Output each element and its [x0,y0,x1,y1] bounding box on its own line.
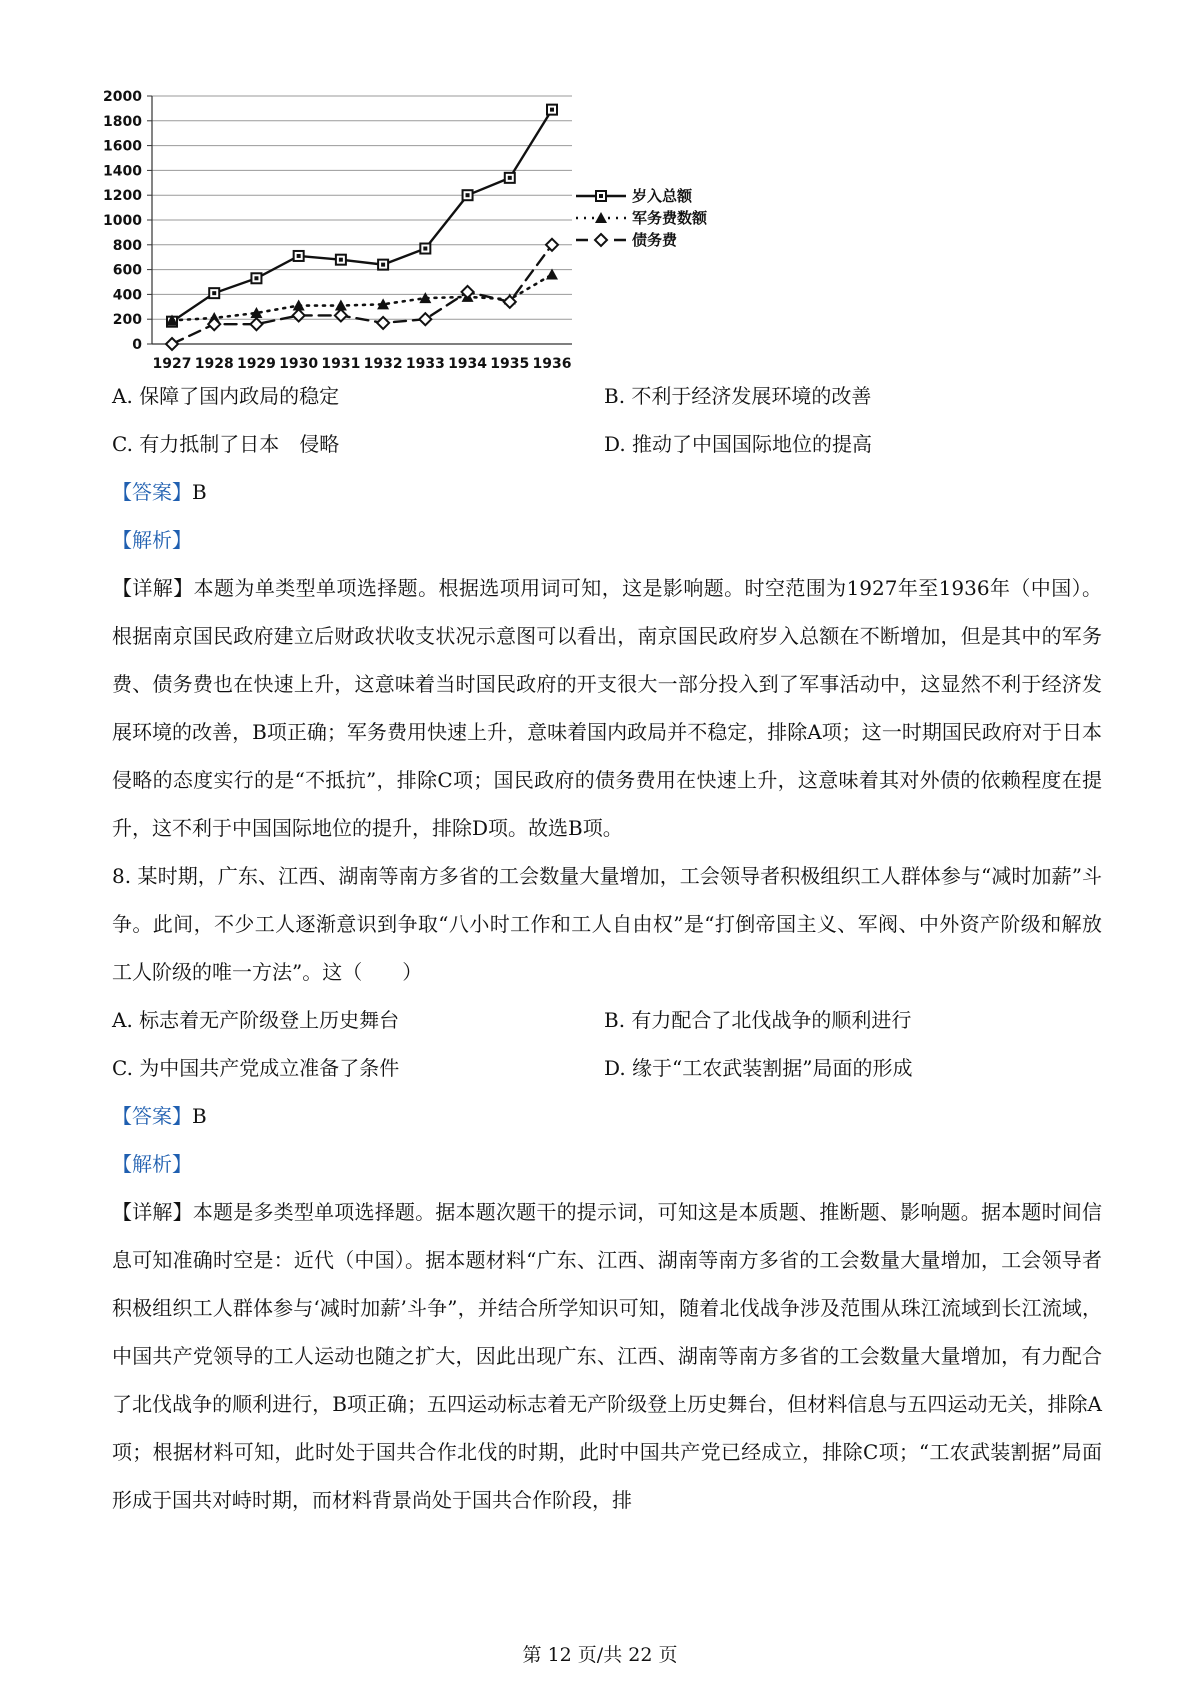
legend-swatch-marker [595,234,607,246]
y-tick-label: 200 [112,312,142,329]
q7-detail [112,564,1102,852]
legend-swatch-marker [595,212,607,223]
q7-analysis-label: 【解析】 [112,528,192,552]
series-3-point [166,338,178,350]
series-3-point [462,286,474,298]
series-1-point [294,251,304,261]
q7-option-c: C. 有力抵制了日本 侵略 [112,432,340,456]
series-1-point [505,173,515,183]
series-3-point [419,313,431,325]
q8-option-a: A. 标志着无产阶级登上历史舞台 [112,1008,400,1032]
y-tick-label: 1800 [103,113,142,130]
legend-label: 债务费 [632,231,678,249]
y-tick-label: 1000 [103,213,142,229]
q8-detail [112,1188,1102,1524]
x-tick-label: 1933 [405,356,445,372]
x-tick-label: 1929 [236,356,276,372]
q8-option-b: B. 有力配合了北伐战争的顺利进行 [604,1008,912,1032]
legend-swatch-marker [596,191,606,201]
y-tick-label: 1600 [103,138,142,155]
y-tick-label: 1400 [103,163,142,180]
q7-detail-label: 【详解】 [112,576,194,600]
y-axis-ticks [103,89,142,353]
q8-stem: 8. 某时期，广东、江西、湖南等南方多省的工会数量大量增加，工会领导者积极组织工人群体参与“减时加薪”斗争。此间，不少工人逐渐意识到争取“八小时工作和工人自由权”是“打倒帝国主义、军阀、中外资产阶级和解放工人阶级的唯一方法”。这（ ） [112,864,1102,984]
series-1-point [463,190,473,200]
finance-line-chart [96,80,736,410]
legend-label: 军务费数额 [632,209,708,227]
page-footer: 第 12 页/共 22 页 [522,1644,678,1666]
x-tick-label: 1936 [532,356,572,372]
x-axis-ticks [153,356,572,372]
chart-legend [576,187,708,249]
question-7-options [112,372,1102,1524]
x-tick-label: 1928 [194,356,234,372]
x-tick-label: 1931 [321,356,361,372]
series-1-point [378,260,388,270]
q7-answer-value: B [192,480,207,504]
q7-detail-text: 本题为单类型单项选择题。根据选项用词可知，这是影响题。时空范围为1927年至1936年（中国）。根据南京国民政府建立后财政状收支状况示意图可以看出，南京国民政府岁入总额在不断增加，但是其中的军务费、债务费也在快速上升，这意味着当时国民政府的开支很大一部分投入到了军事活动中，这显然不利于经济发展环境的改善，B项正确；军务费用快速上升，意味着国内政局并不稳定，排除A项；这一时期国民政府对于日本侵略的态度实行的是“不抵抗”，排除C项；国民政府的债务费用在快速上升，这意味着其对外债的依赖程度在提升，这不利于中国国际地位的提升，排除D项。故选B项。 [112,576,1103,840]
q8-analysis-label: 【解析】 [112,1152,192,1176]
x-tick-label: 1934 [448,356,488,372]
series-1-point [336,255,346,265]
q8-analysis [112,1140,1102,1188]
series-1-point [251,273,261,283]
q7-option-d: D. 推动了中国国际地位的提高 [604,432,873,456]
series-1-point [420,244,430,254]
q8-answer-value: B [192,1104,207,1128]
series-1-point [547,105,557,115]
q7-option-a: A. 保障了国内政局的稳定 [112,384,340,408]
x-tick-label: 1930 [279,356,319,372]
y-tick-label: 1200 [103,188,142,205]
series-3-point [250,318,262,330]
chart-series [166,105,558,350]
legend-label: 岁入总额 [632,187,693,205]
y-tick-label: 2000 [103,89,142,105]
q8-answer [112,1092,1102,1140]
q8-answer-label: 【答案】 [112,1104,192,1128]
q7-analysis [112,516,1102,564]
series-2-point [546,269,558,280]
y-tick-label: 0 [132,337,142,353]
q7-option-b: B. 不利于经济发展环境的改善 [604,384,872,408]
q8-option-c: C. 为中国共产党成立准备了条件 [112,1056,400,1080]
y-tick-label: 600 [112,262,142,279]
q8-detail-label: 【详解】 [112,1200,193,1224]
q7-answer-label: 【答案】 [112,480,192,504]
q8-option-d: D. 缘于“工农武装割据”局面的形成 [604,1056,913,1080]
series-line-1 [172,110,552,322]
x-tick-label: 1932 [363,356,403,372]
x-tick-label: 1927 [152,356,192,372]
x-tick-label: 1935 [490,356,530,372]
series-line-2 [172,275,552,321]
series-1-point [209,288,219,298]
q8-detail-text: 本题是多类型单项选择题。据本题次题干的提示词，可知这是本质题、推断题、影响题。据本题时间信息可知准确时空是：近代（中国）。据本题材料“广东、江西、湖南等南方多省的工会数量大量增加，工会领导者积极组织工人群体参与‘减时加薪’斗争”，并结合所学知识可知，随着北伐战争涉及范围从珠江流域到长江流域，中国共产党领导的工人运动也随之扩大，因此出现广东、江西、湖南等南方多省的工会数量大量增加，有力配合了北伐战争的顺利进行，B项正确；五四运动标志着无产阶级登上历史舞台，但材料信息与五四运动无关，排除A项；根据材料可知，此时处于国共合作北伐的时期，此时中国共产党已经成立，排除C项；“工农武装割据”局面形成于国共对峙时期，而材料背景尚处于国共合作阶段，排 [112,1200,1103,1512]
y-tick-label: 400 [112,287,142,304]
q7-answer [112,468,1102,516]
y-tick-label: 800 [112,237,142,254]
